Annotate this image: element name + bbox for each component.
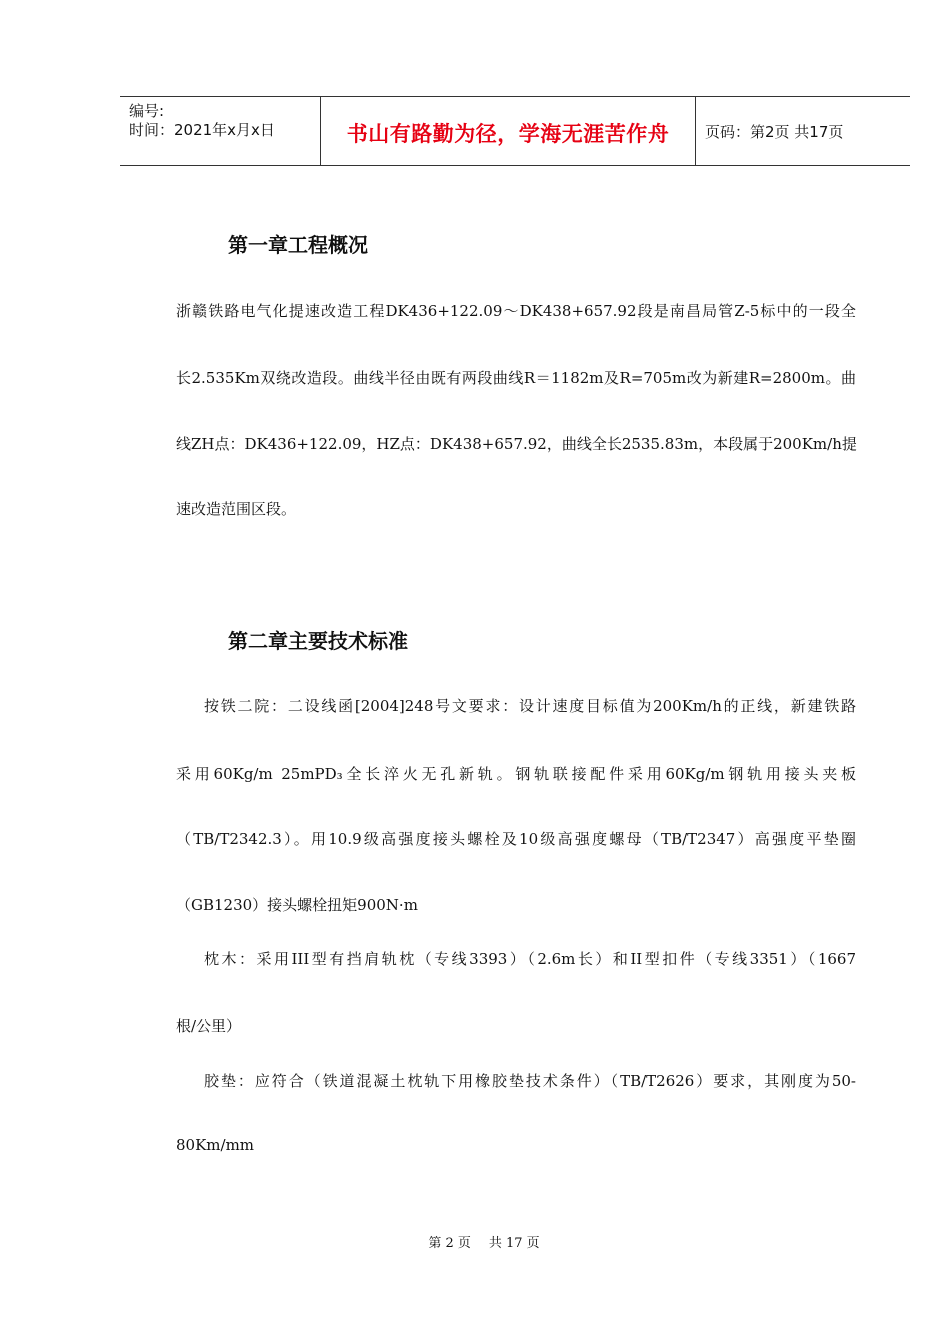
time-label: 时间：2021年x月x日 xyxy=(129,121,275,139)
chapter2-line: 胶垫：应符合（铁道混凝土枕轨下用橡胶垫技术条件）（TB/T2626）要求，其刚度为50- xyxy=(204,1072,856,1090)
chapter2-line: 采用60Kg/m 25mPD₃全长淬火无孔新轨。钢轨联接配件采用60Kg/m钢轨用接头夹板 xyxy=(176,765,856,783)
chapter1-line: 浙赣铁路电气化提速改造工程DK436+122.09～DK438+657.92段是南昌局管Z-5标中的一段全 xyxy=(176,302,856,320)
header-left-cell xyxy=(120,97,320,165)
header-middle-cell xyxy=(320,97,696,165)
chapter1-line: 速改造范围区段。 xyxy=(176,500,297,518)
chapter2-line: （TB/T2342.3）。用10.9级高强度接头螺栓及10级高强度螺母（TB/T2347）高强度平垫圈 xyxy=(176,830,856,848)
header-motto: 书山有路勤为径，学海无涯苦作舟 xyxy=(346,121,670,146)
page-footer xyxy=(0,1232,950,1251)
footer-page-number: 第 2 页 xyxy=(428,1236,471,1251)
header-page-info: 页码：第2页 共17页 xyxy=(705,123,844,141)
chapter1-line: 长2.535Km双绕改造段。曲线半径由既有两段曲线R＝1182m及R=705m改为新建R=2800m。曲 xyxy=(176,369,856,387)
chapter2-line: 根/公里） xyxy=(176,1017,242,1035)
chapter2-title: 第二章主要技术标准 xyxy=(228,629,408,653)
footer-total-pages: 共 17 页 xyxy=(488,1236,540,1251)
chapter2-line: 按铁二院：二设线函[2004]248号文要求：设计速度目标值为200Km/h的正线，新建铁路 xyxy=(204,697,856,715)
chapter2-line: （GB1230）接头螺栓扭矩900N·m xyxy=(176,896,418,914)
chapter2-line: 80Km/mm xyxy=(176,1136,255,1154)
chapter1-title: 第一章工程概况 xyxy=(228,233,368,257)
chapter2-line: 枕木：采用III型有挡肩轨枕（专线3393）（2.6m长）和II型扣件（专线3351）（1667 xyxy=(204,950,856,968)
header-right-cell xyxy=(695,97,910,165)
chapter1-line: 线ZH点：DK436+122.09，HZ点：DK438+657.92，曲线全长2535.83m，本段属于200Km/h提 xyxy=(176,435,857,453)
serial-label: 编号: xyxy=(129,102,165,120)
document-header xyxy=(120,96,910,166)
